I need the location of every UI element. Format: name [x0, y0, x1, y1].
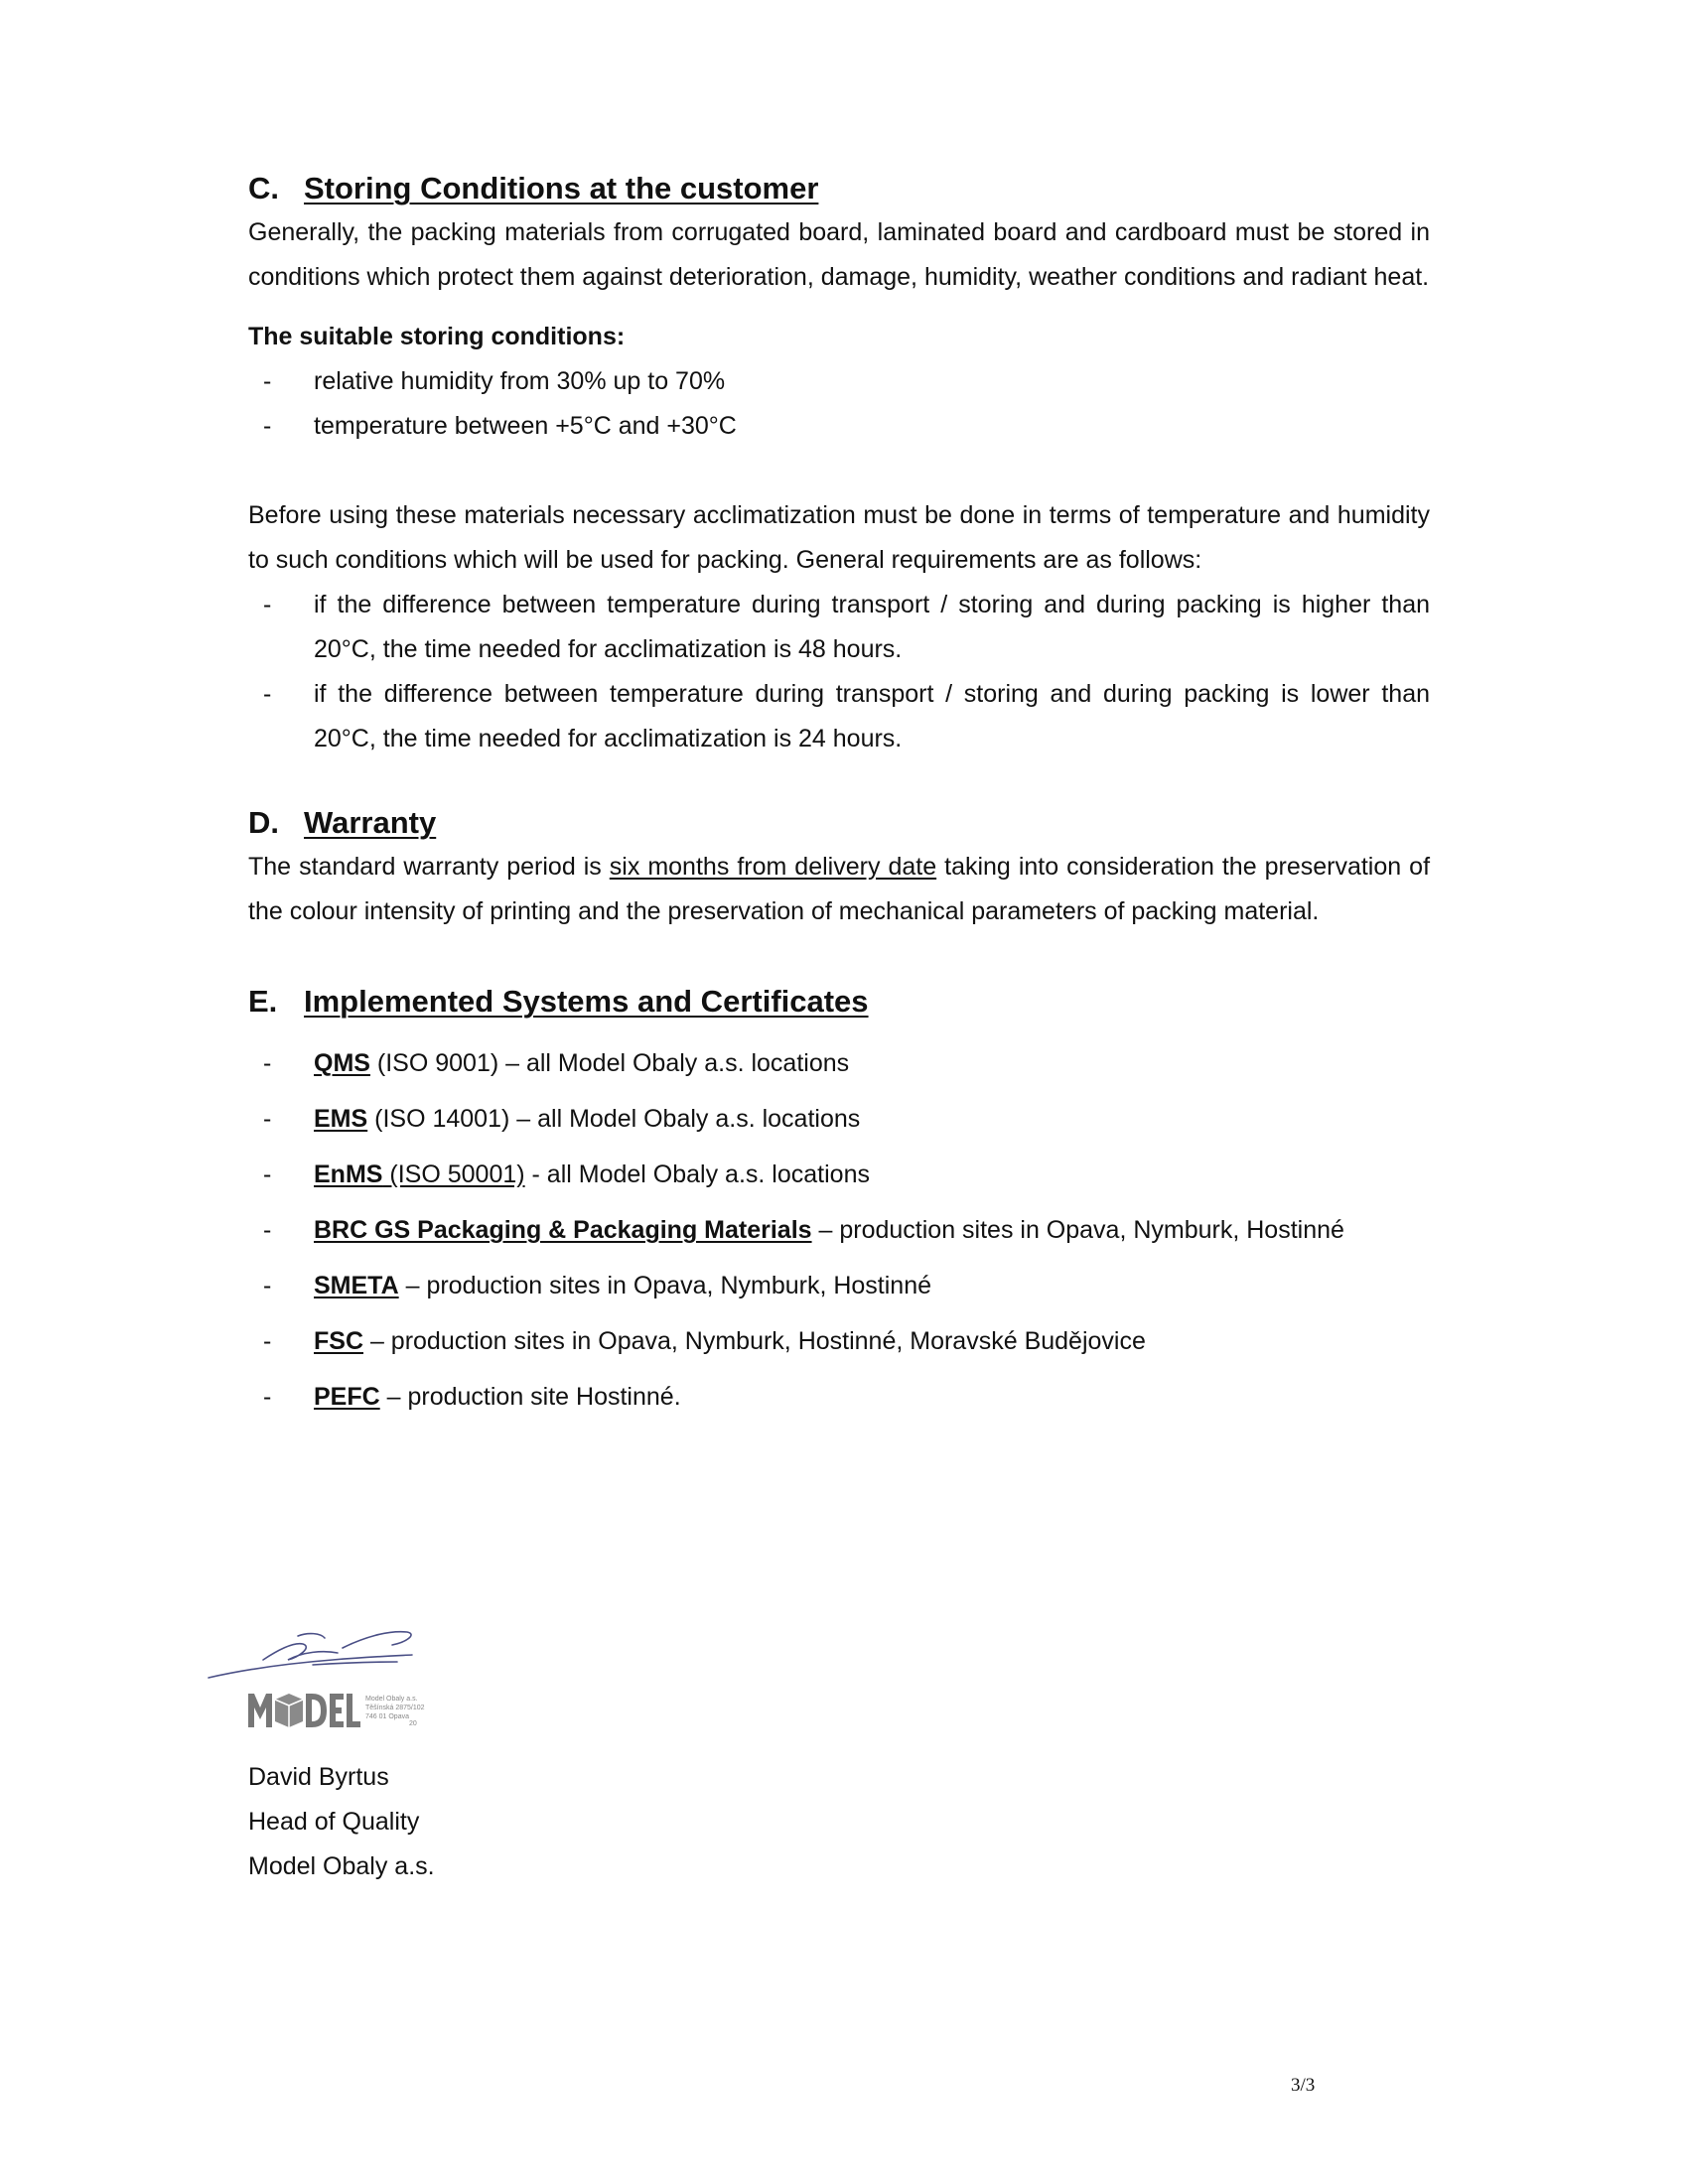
list-item: - relative humidity from 30% up to 70%: [248, 359, 1430, 404]
certificate-standard: (ISO 50001): [382, 1160, 525, 1188]
document-body: [248, 167, 1430, 1425]
stamp-line: Těšínská 2875/102: [365, 1705, 425, 1711]
certificate-scope: – production sites in Opava, Nymburk, Hostinné: [811, 1216, 1344, 1244]
storing-conditions-list: [248, 359, 1430, 449]
warranty-text: [248, 845, 1430, 934]
certificate-scope: - all Model Obaly a.s. locations: [524, 1160, 870, 1188]
certificate-item: [248, 1147, 1430, 1202]
certificate-name: SMETA: [314, 1272, 399, 1299]
page-number: 3/3: [1291, 2075, 1316, 2096]
list-item: - if the difference between temperature during transport / storing and during packing is higher than 20°C, the time needed for acclimatization is 48 hours.: [248, 583, 1430, 672]
certificate-item: [248, 1202, 1430, 1258]
certificate-scope: (ISO 14001) – all Model Obaly a.s. locations: [367, 1105, 861, 1133]
certificate-scope: (ISO 9001) – all Model Obaly a.s. locations: [369, 1049, 850, 1077]
certificate-name: BRC GS Packaging & Packaging Materials: [314, 1216, 812, 1244]
section-c-intro: Generally, the packing materials from corrugated board, laminated board and cardboard must be stored in conditions which protect them against deterioration, damage, humidity, weather conditions and radiant heat.: [248, 218, 1430, 291]
signer-name: David Byrtus: [248, 1763, 389, 1791]
warranty-text-end: taking into consideration the preservation of the colour intensity of printing and the preservation of mechanical parameters of packing material.: [248, 853, 1431, 925]
signer-block: [248, 1755, 435, 1889]
stamp-line: 20: [409, 1720, 417, 1727]
section-c-title: Storing Conditions at the customer: [304, 171, 819, 205]
stamp-text: [365, 1696, 425, 1727]
warranty-period: six months from delivery date: [609, 853, 937, 881]
section-d-letter: D.: [248, 805, 279, 840]
section-e-title: Implemented Systems and Certificates: [304, 984, 869, 1019]
list-item: - temperature between +5°C and +30°C: [248, 404, 1430, 449]
certificate-scope: – production sites in Opava, Nymburk, Hostinné, Moravské Budějovice: [363, 1327, 1146, 1355]
signer-role: Head of Quality: [248, 1808, 420, 1836]
section-c-letter: C.: [248, 171, 279, 205]
certificate-name: EnMS: [314, 1160, 383, 1188]
certificate-item: [248, 1091, 1430, 1147]
section-d-heading: [248, 801, 1430, 845]
signature-stamp: [204, 1620, 432, 1749]
section-e-letter: E.: [248, 984, 278, 1019]
certificate-name: EMS: [314, 1105, 368, 1133]
certificate-item: [248, 1258, 1430, 1313]
section-e-heading: [248, 980, 1430, 1024]
section-c-heading: [248, 167, 1430, 210]
stamp-line: 746 01 Opava: [365, 1713, 409, 1720]
section-d-title: Warranty: [304, 805, 437, 840]
certificate-name: QMS: [314, 1049, 370, 1077]
certificate-name: FSC: [314, 1327, 363, 1355]
certificate-item: [248, 1313, 1430, 1369]
company-logo: [248, 1694, 360, 1727]
certificates-list: [248, 1035, 1430, 1425]
certificate-item: [248, 1035, 1430, 1091]
storing-conditions-label: The suitable storing conditions:: [248, 323, 626, 350]
certificate-item: [248, 1369, 1430, 1425]
stamp-line: Model Obaly a.s.: [365, 1696, 418, 1703]
certificate-name: PEFC: [314, 1383, 380, 1411]
acclimatization-text: Before using these materials necessary acclimatization must be done in terms of temperature and humidity to such conditions which will be used for packing. General requirements are as follows:: [248, 501, 1430, 574]
list-item: - if the difference between temperature during transport / storing and during packing is lower than 20°C, the time needed for acclimatization is 24 hours.: [248, 672, 1430, 761]
certificate-scope: – production site Hostinné.: [379, 1383, 681, 1411]
warranty-text-start: The standard warranty period is: [248, 853, 610, 881]
signer-company: Model Obaly a.s.: [248, 1852, 435, 1880]
certificate-scope: – production sites in Opava, Nymburk, Hostinné: [398, 1272, 932, 1299]
requirements-list: [248, 583, 1430, 761]
handwritten-signature: [209, 1632, 412, 1678]
